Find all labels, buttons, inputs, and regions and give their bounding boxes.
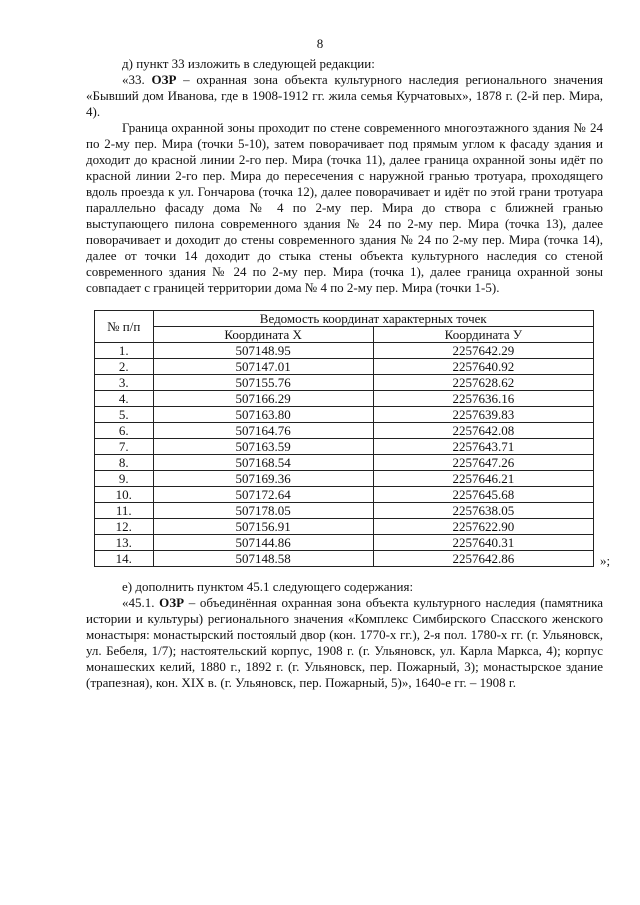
table-header-row	[95, 311, 594, 327]
table-row	[95, 407, 594, 423]
coord-x: 507148.95	[153, 343, 373, 359]
table-row	[95, 439, 594, 455]
coord-x: 507147.01	[153, 359, 373, 375]
coord-x: 507144.86	[153, 535, 373, 551]
coord-y: 2257642.86	[373, 551, 593, 567]
col-y-header: Координата У	[373, 327, 593, 343]
item-33-paragraph	[86, 72, 603, 120]
row-number: 5.	[95, 407, 154, 423]
table-row	[95, 391, 594, 407]
table-closing-quote: »;	[600, 553, 611, 568]
table-row	[95, 503, 594, 519]
coord-y: 2257642.29	[373, 343, 593, 359]
row-number: 2.	[95, 359, 154, 375]
item-d-intro: д) пункт 33 изложить в следующей редакции:	[122, 56, 375, 71]
coord-y: 2257622.90	[373, 519, 593, 535]
coord-y: 2257646.21	[373, 471, 593, 487]
row-number: 3.	[95, 375, 154, 391]
coord-y: 2257640.92	[373, 359, 593, 375]
coord-y: 2257636.16	[373, 391, 593, 407]
document-body	[86, 56, 611, 691]
row-number: 6.	[95, 423, 154, 439]
item-45-1-prefix: «45.1.	[122, 595, 160, 610]
coord-y: 2257628.62	[373, 375, 593, 391]
spacer	[86, 567, 603, 579]
coord-x: 507172.64	[153, 487, 373, 503]
table-row	[95, 471, 594, 487]
table-row	[95, 455, 594, 471]
coord-y: 2257647.26	[373, 455, 593, 471]
row-number: 4.	[95, 391, 154, 407]
table-row	[95, 343, 594, 359]
coord-y: 2257639.83	[373, 407, 593, 423]
coord-x: 507166.29	[153, 391, 373, 407]
coordinates-table-wrapper	[94, 310, 611, 568]
row-number: 8.	[95, 455, 154, 471]
coord-y: 2257642.08	[373, 423, 593, 439]
coord-x: 507169.36	[153, 471, 373, 487]
coord-y: 2257643.71	[373, 439, 593, 455]
row-number: 7.	[95, 439, 154, 455]
page-number: 8	[316, 36, 324, 51]
coord-y: 2257640.31	[373, 535, 593, 551]
coord-x: 507163.59	[153, 439, 373, 455]
item-45-1-code: ОЗР	[159, 595, 185, 610]
row-number: 9.	[95, 471, 154, 487]
coord-x: 507148.58	[153, 551, 373, 567]
item-e-intro: е) дополнить пунктом 45.1 следующего содержания:	[122, 579, 414, 594]
col-x-header: Координата X	[153, 327, 373, 343]
table-row	[95, 359, 594, 375]
row-number: 13.	[95, 535, 154, 551]
coord-x: 507163.80	[153, 407, 373, 423]
coord-x: 507155.76	[153, 375, 373, 391]
row-number: 11.	[95, 503, 154, 519]
coord-x: 507168.54	[153, 455, 373, 471]
coord-y: 2257645.68	[373, 487, 593, 503]
row-number: 14.	[95, 551, 154, 567]
table-row	[95, 375, 594, 391]
table-row	[95, 551, 594, 567]
col-group-header: Ведомость координат характерных точек	[153, 311, 593, 327]
coord-x: 507164.76	[153, 423, 373, 439]
table-subheader-row	[95, 327, 594, 343]
row-number: 1.	[95, 343, 154, 359]
item-33-prefix: «33.	[122, 72, 152, 87]
item-33-text: – охранная зона объекта культурного наследия регионального значения «Бывший дом Иванова, где в 1908-1912 гг. жила семья Курчатовых», 1878 г. (2-й пер. Мира, 4).	[86, 72, 603, 119]
item-33-code: ОЗР	[151, 72, 177, 87]
table-row	[95, 423, 594, 439]
table-row	[95, 535, 594, 551]
coord-y: 2257638.05	[373, 503, 593, 519]
col-number-header: № п/п	[95, 311, 154, 343]
coord-x: 507156.91	[153, 519, 373, 535]
boundary-description: Граница охранной зоны проходит по стене современного многоэтажного здания № 24 по 2-му пер. Мира (точки 5-10), затем поворачивает под прямым углом к фасаду здания и доходит до красной линии 2-го пер. Мира (точка 11), далее граница охранной зоны идёт по красной линии 2-го пер. Мира до пересечения с наружной гранью тротуара, проходящего вдоль проезда к ул. Гончарова (точка 12), далее поворачивает и идёт по этой грани тротуара параллельно фасаду дома № 4 по 2-му пер. Мира до створа с ближней гранью выступающего пилона современного здания № 24 по 2-му пер. Мира (точка 13), далее поворачивает и доходит до стены современного здания № 24 по 2-му пер. Мира (точка 14), далее от точки 14 доходит до стыка стены объекта культурного наследия со стеной современного здания № 24 по 2-му пер. Мира (точка 1), далее граница охранной зоны совпадает с границей территории дома № 4 по 2-му пер. Мира (точки 1-5).	[86, 120, 603, 295]
item-45-1-paragraph	[86, 595, 603, 691]
row-number: 12.	[95, 519, 154, 535]
coord-x: 507178.05	[153, 503, 373, 519]
item-45-1-text: – объединённая охранная зона объекта культурного наследия (памятника истории и культуры) регионального значения «Комплекс Симбирского Спасского женского монастыря: монастырский постоялый двор (кон. 1770-х гг.), 2-я пол. 1780-х гг. (г. Ульяновск, ул. Бебеля, 1/7); настоятельский корпус, 1908 г. (г. Ульяновск, ул. Карла Маркса, 4); корпус монашеских келий, 1880 г., 1892 г. (г. Ульяновск, пер. Пожарный, 3); монастырское здание (трапезная), кон. XIX в. (г. Ульяновск, пер. Пожарный, 5)», 1640-е гг. – 1908 г.	[86, 595, 604, 690]
coordinates-table	[94, 310, 594, 567]
table-row	[95, 487, 594, 503]
row-number: 10.	[95, 487, 154, 503]
table-row	[95, 519, 594, 535]
